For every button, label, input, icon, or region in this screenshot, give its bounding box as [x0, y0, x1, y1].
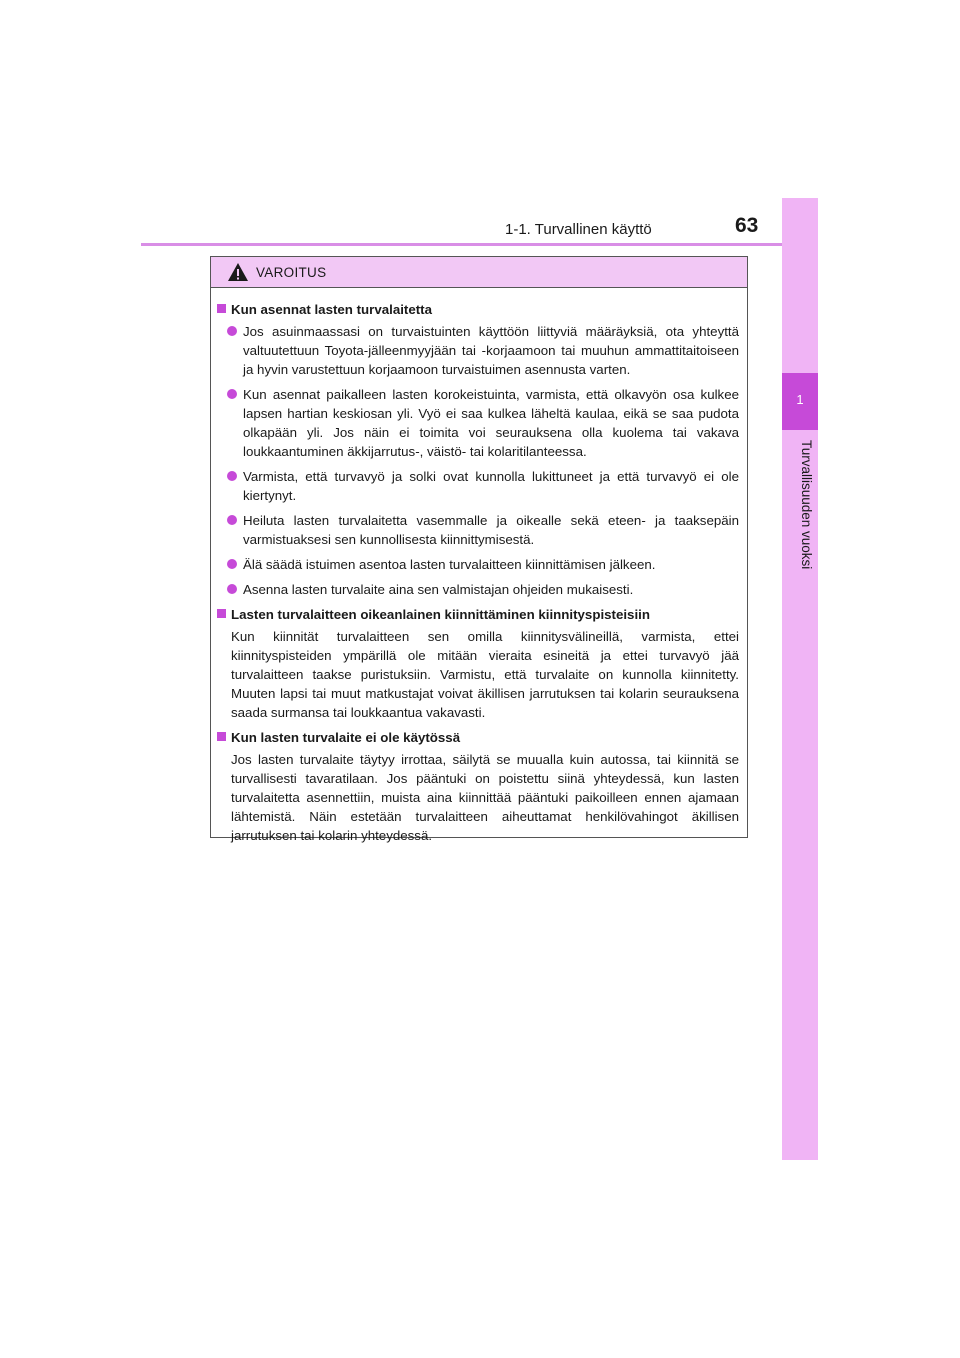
warning-triangle-icon [227, 262, 249, 282]
warning-title: VAROITUS [256, 264, 327, 280]
list-item-text: Kun asennat paikalleen lasten korokeistuinta, varmista, että olkavyön osa kulkee lapsen hartian keskiosan yli. Vyö ei saa kulkea läheltä kaulaa, eikä se saa pudota olkapään yli. Jos näin ei toimita voi seurauksena olla kuolema tai vakava loukkaantuminen äkkijarrutus-, väistö- tai kolaritilanteessa. [243, 387, 739, 459]
section-heading-text: Kun asennat lasten turvalaitetta [231, 302, 432, 317]
circle-bullet-icon [227, 515, 237, 525]
chapter-side-tab[interactable] [782, 198, 818, 1160]
warning-header [211, 257, 747, 288]
page-number: 63 [735, 214, 759, 237]
section-paragraph: Kun kiinnität turvalaitteen sen omilla kiinnitysvälineillä, varmista, ettei kiinnityspisteiden ympärillä ole mitään vieraita esineitä ja ettei turvavyö jää turvalaitteen taakse puristuksiin. Varmistu, että turvalaite on kunnolla kiinnitetty. Muuten lapsi tai muut matkustajat voivat äkillisen jarrutuksen tai kolarin seurauksena saada surmansa tai loukkaantua vakavasti. [231, 629, 739, 720]
circle-bullet-icon [227, 389, 237, 399]
section-paragraph: Jos lasten turvalaite täytyy irrottaa, säilytä se muualla kuin autossa, tai kiinnitä se turvallisesti tavaratilaan. Jos pääntuki on poistettu siinä yhteydessä, kun lasten turvalaitetta asennettiin, muista aina kiinnittää pääntuki paikoilleen ennen ajamaan lähtemistä. Näin estetään turvalaitteen aiheuttamat henkilövahingot äkillisen jarrutuksen tai kolarin yhteydessä. [231, 752, 739, 843]
list-item-text: Jos asuinmaassasi on turvaistuinten käyttöön liittyviä määräyksiä, ota yhteyttä valtuutettuun Toyota-jälleenmyyjään tai -korjaamoon tai muuhun ammattitaitoiseen ja hyvin varustettuun korjaamoon turvaistuimen asennusta varten. [243, 324, 739, 377]
list-item-text: Varmista, että turvavyö ja solki ovat kunnolla lukittuneet ja että turvavyö ei ole kiertynyt. [243, 469, 739, 503]
chapter-number: 1 [796, 392, 804, 407]
list-item [227, 555, 739, 574]
square-bullet-icon [217, 732, 226, 741]
square-bullet-icon [217, 609, 226, 618]
list-item [227, 580, 739, 599]
circle-bullet-icon [227, 584, 237, 594]
list-item-text: Heiluta lasten turvalaitetta vasemmalle ja oikealle sekä eteen- ja taaksepäin varmistuaksesi sen kunnollisesta kiinnittymisestä. [243, 513, 739, 547]
header-divider [141, 243, 818, 246]
section-heading-text: Lasten turvalaitteen oikeanlainen kiinnittäminen kiinnityspisteisiin [231, 607, 650, 622]
chapter-label: Turvallisuuden vuoksi [799, 440, 814, 570]
circle-bullet-icon [227, 559, 237, 569]
circle-bullet-icon [227, 471, 237, 481]
list-item-text: Asenna lasten turvalaite aina sen valmistajan ohjeiden mukaisesti. [243, 582, 634, 597]
list-item [227, 385, 739, 461]
section-title: 1-1. Turvallinen käyttö [505, 221, 652, 238]
circle-bullet-icon [227, 326, 237, 336]
section-heading-anchoring [217, 605, 739, 624]
list-item [227, 511, 739, 549]
list-item [227, 467, 739, 505]
warning-body [211, 288, 747, 845]
list-item-text: Älä säädä istuimen asentoa lasten turvalaitteen kiinnittämisen jälkeen. [243, 557, 656, 572]
section-heading-not-in-use [217, 728, 739, 747]
warning-box [210, 256, 748, 843]
square-bullet-icon [217, 304, 226, 313]
list-item [227, 322, 739, 379]
section-heading-installing [217, 300, 739, 319]
section-heading-text: Kun lasten turvalaite ei ole käytössä [231, 730, 461, 745]
